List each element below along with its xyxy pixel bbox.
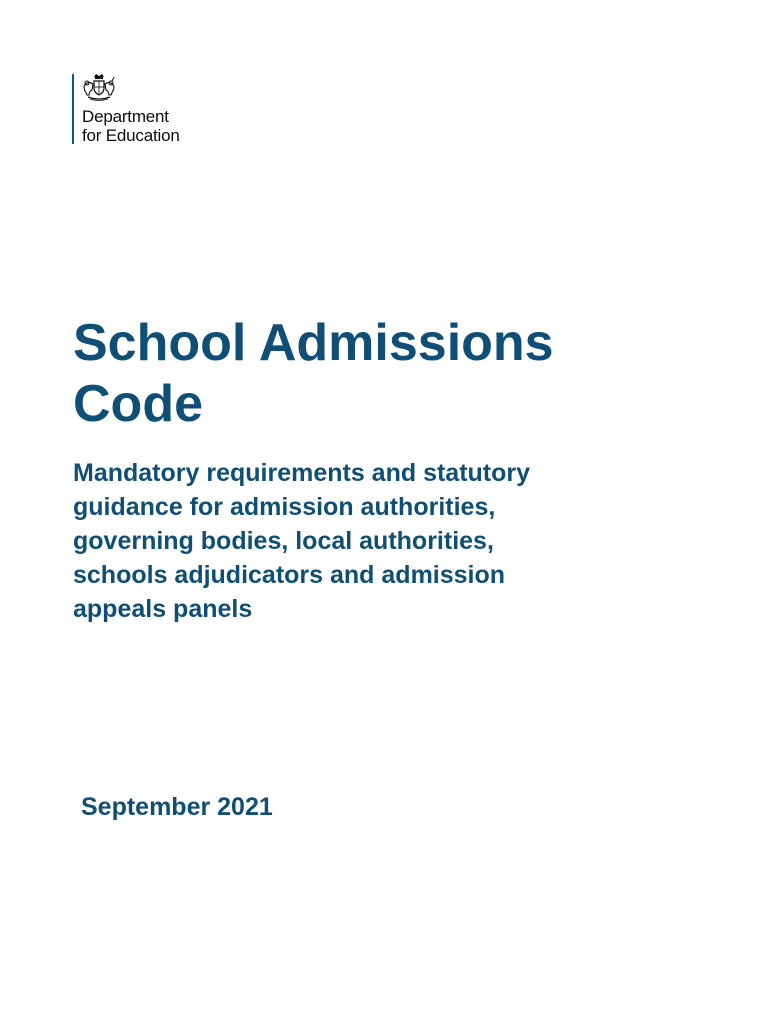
- logo-wordmark: [82, 107, 180, 145]
- subtitle-line: Mandatory requirements and statutory: [73, 459, 531, 487]
- subtitle-line: guidance for admission authorities,: [73, 493, 496, 521]
- title-line: Code: [73, 375, 203, 433]
- document-subtitle: [73, 456, 713, 626]
- logo-line-1: Department: [82, 107, 169, 126]
- department-logo: [72, 72, 212, 146]
- subtitle-line: schools adjudicators and admission: [73, 561, 506, 589]
- subtitle-line: governing bodies, local authorities,: [73, 527, 494, 555]
- title-line: School Admissions: [73, 314, 554, 372]
- subtitle-line: appeals panels: [73, 595, 253, 623]
- logo-rule: [72, 74, 74, 144]
- logo-line-2: for Education: [82, 126, 180, 145]
- document-title: [73, 313, 713, 435]
- royal-coat-of-arms-icon: [81, 72, 117, 102]
- publication-date: September 2021: [81, 793, 273, 821]
